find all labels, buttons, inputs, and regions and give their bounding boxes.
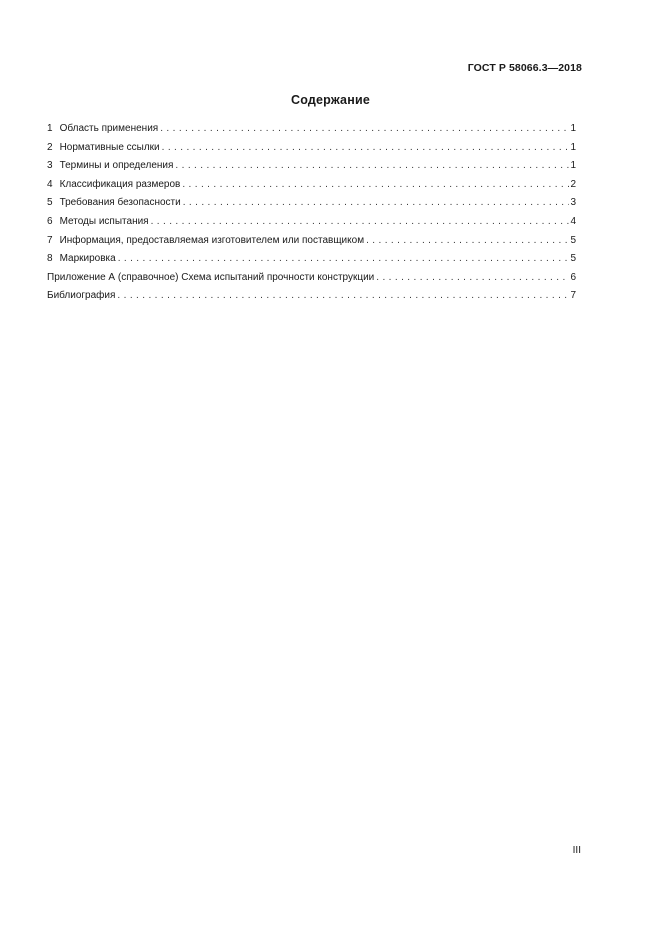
toc-entry-number: 7 xyxy=(47,234,53,246)
toc-entry-page: 1 xyxy=(570,123,576,134)
toc-entry-page: 4 xyxy=(570,215,576,227)
toc-leader-dots xyxy=(162,141,570,155)
toc-entry-label: Информация, предоставляемая изготовителем или поставщиком xyxy=(59,234,365,246)
toc-entry-terms-definitions[interactable] xyxy=(47,159,576,178)
toc-entry-page: 3 xyxy=(570,197,576,209)
toc-leader-dots xyxy=(175,159,569,173)
toc-leader-dots xyxy=(151,215,570,229)
toc-entry-page: 5 xyxy=(570,253,576,265)
toc-entry-marking[interactable] xyxy=(47,252,576,271)
toc-title: Содержание xyxy=(290,93,370,107)
toc-entry-label: Библиография xyxy=(47,290,116,302)
toc-entry-number: 4 xyxy=(47,178,53,190)
toc-leader-dots xyxy=(117,289,569,303)
toc-leader-dots xyxy=(160,122,569,136)
toc-leader-dots xyxy=(118,252,570,266)
toc-leader-dots xyxy=(376,271,569,285)
toc-entry-number: 6 xyxy=(47,215,53,227)
toc-entry-manufacturer-information[interactable] xyxy=(47,234,576,253)
toc-entry-label: Маркировка xyxy=(59,253,116,265)
toc-entry-normative-references[interactable] xyxy=(47,141,576,160)
toc-entry-number: 1 xyxy=(47,123,53,134)
toc-entry-number: 2 xyxy=(47,141,53,153)
toc-entry-page: 5 xyxy=(570,234,576,246)
toc-entry-bibliography[interactable] xyxy=(47,289,576,308)
toc-entry-safety-requirements[interactable] xyxy=(47,196,576,215)
toc-entry-label: Классификация размеров xyxy=(59,178,181,190)
toc-entry-number: 8 xyxy=(47,253,53,265)
toc-entry-label: Методы испытания xyxy=(59,215,149,227)
toc-entry-label: Термины и определения xyxy=(59,160,174,172)
toc-entry-page: 2 xyxy=(570,178,576,190)
toc-entry-page: 1 xyxy=(570,141,576,153)
toc-entry-number: 5 xyxy=(47,197,53,209)
toc-entry-size-classification[interactable] xyxy=(47,178,576,197)
table-of-contents xyxy=(47,122,576,308)
toc-entry-label: Требования безопасности xyxy=(59,197,181,209)
toc-entry-label: Нормативные ссылки xyxy=(59,141,160,153)
toc-entry-number: 3 xyxy=(47,160,53,172)
toc-entry-scope[interactable] xyxy=(47,122,576,141)
toc-entry-page: 7 xyxy=(570,290,576,302)
toc-leader-dots xyxy=(183,196,570,210)
toc-entry-page: 6 xyxy=(570,271,576,283)
page-number: III xyxy=(572,845,581,856)
toc-entry-label: Приложение А (справочное) Схема испытаний прочности конструкции xyxy=(47,271,375,283)
toc-entry-label: Область применения xyxy=(59,123,159,134)
toc-leader-dots xyxy=(366,234,569,248)
toc-entry-appendix-a[interactable] xyxy=(47,271,576,290)
toc-entry-page: 1 xyxy=(570,160,576,172)
toc-entry-test-methods[interactable] xyxy=(47,215,576,234)
document-code: ГОСТ Р 58066.3—2018 xyxy=(467,62,582,74)
toc-leader-dots xyxy=(182,178,569,192)
